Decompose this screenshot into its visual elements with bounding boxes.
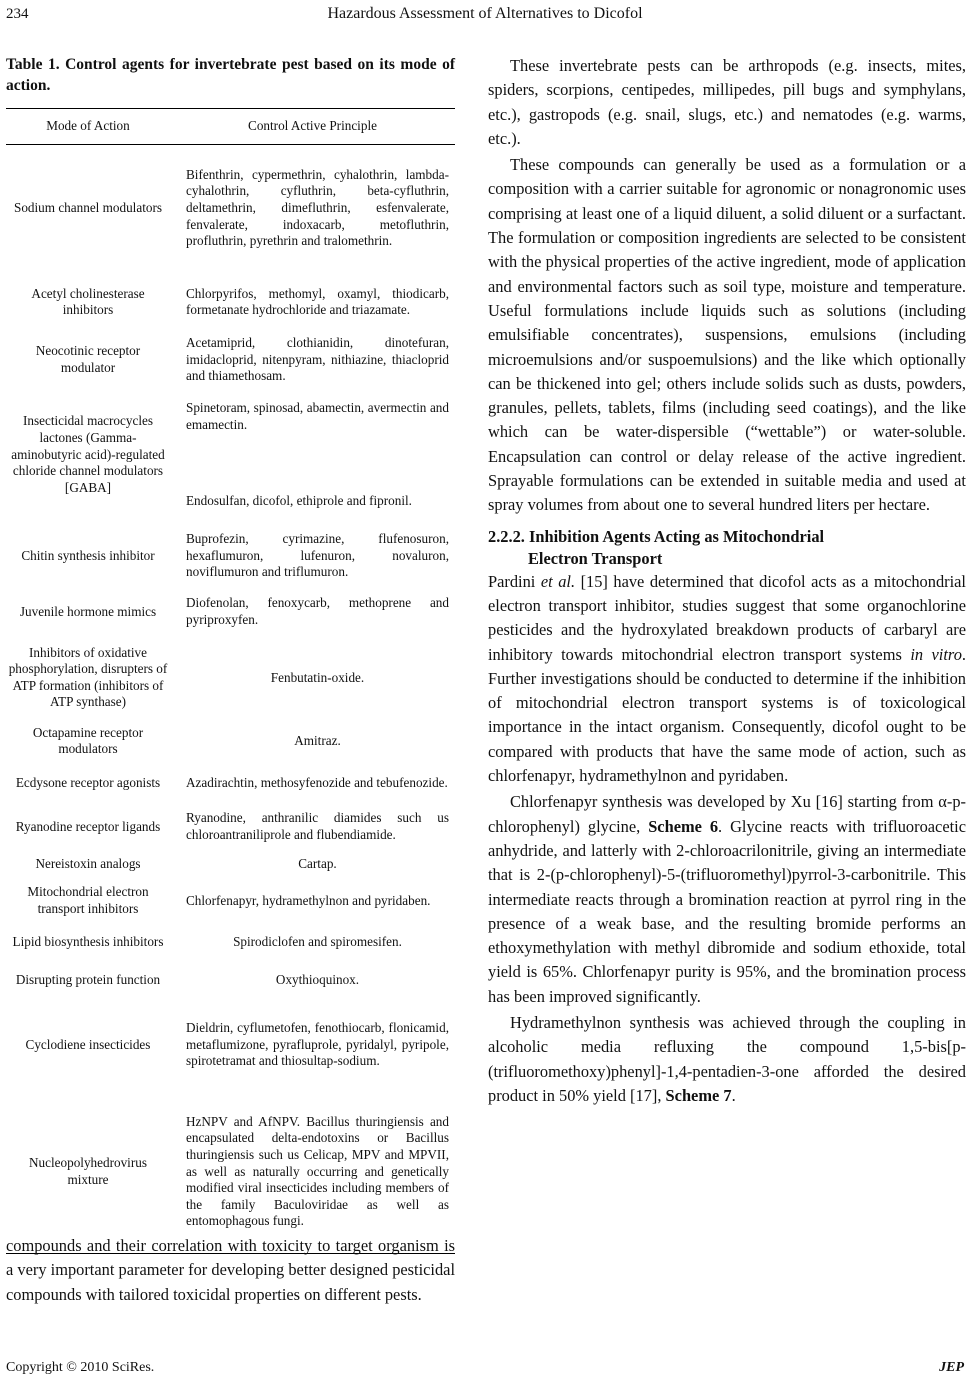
text-run: Hydramethylnon synthesis was achieved through the coupling in alcoholic media refluxing the compound 1,5-bis[p-(trifluoromethoxy)phenyl]-1,4-pentadien-3-one afforded the desired product in 50% yield [17], <box>488 1012 966 1105</box>
text-run: . Glycine reacts with trifluoroacetic anhydride, and latterly with 2-chloroacrilonitrile, giving an intermediate that is 2-(p-chlorophenyl)-5-(trifluoromethyl)pyrrol-3-carbonitrile. This intermediate reacts through a bromination reaction at pyrrol ring in the presence of a weak base, and the resulting bromide performs an ethoxymethylation with methyl dibromide and sodium ethoxide, total yield is 65%. Chlorfenapyr purity is 95%, and the bromination process has been improved significantly. <box>488 816 966 1006</box>
table-row <box>6 761 455 805</box>
principle-text: Endosulfan, dicofol, ethiprole and fipronil. <box>186 493 412 509</box>
page-header <box>0 0 970 30</box>
principle-cell: Diofenolan, fenoxycarb, methoprene and pyriproxyfen. <box>186 595 449 627</box>
scheme-reference: Scheme 6 <box>648 816 719 836</box>
mode-cell: Mitochondrial electron transport inhibitors <box>27 884 149 917</box>
et-al: et al. <box>540 571 576 591</box>
table-row <box>6 1091 455 1253</box>
mode-cell: Inhibitors of oxidative phosphorylation, disrupters of ATP formation (inhibitors of ATP synthase) <box>8 644 168 710</box>
mode-cell: Disrupting protein function <box>15 971 161 987</box>
mode-cell: Nucleopolyhedrovirus mixture <box>6 1091 170 1253</box>
principle-cell <box>170 388 455 522</box>
author-name: Pardini <box>488 571 536 591</box>
principle-cell: Bifenthrin, cypermethrin, cyhalothrin, lambda-cyhalothrin, cyfluthrin, beta-cyfluthrin, deltamethrin, dimefluthrin, esfenvalerate, fenvalerate, indoxacarb, metofluthrin, profluthrin, pyrethrin and tralomethrin. <box>186 166 449 249</box>
running-title: Hazardous Assessment of Alternatives to Dicofol <box>327 5 643 22</box>
column-header-mode: Mode of Action <box>6 109 170 145</box>
principle-cell: Chlorpyrifos, methomyl, oxamyl, thiodicarb, formetanate hydrochloride and triazamate. <box>186 285 449 318</box>
principle-cell: Buprofezin, cyrimazine, flufenosuron, hexaflumuron, lufenuron, novaluron, noviflumuron and triflumuron. <box>186 530 449 580</box>
table-row <box>6 590 455 634</box>
table-row <box>6 961 455 999</box>
section-number: 2.2.2. <box>488 526 525 546</box>
principle-cell: Fenbutatin-oxide. <box>270 669 365 685</box>
section-title-line-1: Inhibition Agents Acting as Mitochondrial <box>529 526 825 546</box>
principle-text: Spinetoram, spinosad, abamectin, avermectin and emamectin. <box>186 399 449 432</box>
table-row <box>6 999 455 1091</box>
table-row <box>6 722 455 761</box>
table-row <box>6 272 455 332</box>
principle-cell: Dieldrin, cyflumetofen, fenothiocarb, flonicamid, metaflumizone, pyrafluprole, pyridalyl, pyripole, spirotetramat and thiosultap-sodium. <box>186 1020 449 1069</box>
mode-cell: Acetyl cholinesterase inhibitors <box>31 285 145 318</box>
paragraph: These compounds can generally be used as a formulation or a composition with a carrier suitable for agronomic or nonagronomic uses comprising at least one of a liquid diluent, a solid diluent or a surfactant. The formulation or composition ingredients are selected to be consistent with the physical properties of the active ingredient, mode of application and environmental factors such as soil type, moisture and temperature. Useful formulations include liquids such as solutions (including emulsifiable concentrates), suspensions, emulsions (including microemulsions and/or suspoemulsions) and the like which optionally can be thickened into gel; others include solids such as dusts, powders, granules, pellets, tablets, films (including seed coatings), and the like which can be water-dispersible (“wettable”) or water-soluble. Encapsulation can control or delay release of the active ingredient. Sprayable formulations can be extended in suitable media and used at spray volumes from about one to several hundred liters per hectare. <box>488 155 966 515</box>
section-title-line-2: Electron Transport <box>528 548 663 568</box>
left-body-text <box>6 1234 455 1307</box>
mode-cell: Nereistoxin analogs <box>35 855 141 871</box>
table-row <box>6 879 455 923</box>
page-number: 234 <box>6 6 29 22</box>
control-agents-table <box>6 108 455 1254</box>
mode-cell: Juvenile hormone mimics <box>19 603 157 619</box>
principle-cell: HzNPV and AfNPV. Bacillus thuringiensis and encapsulated delta-endotoxins or Bacillus thuringiensis such us Celicap, MPV and MPVII, as well as naturally occurring and genetically modified viral insecticides including members of the family Baculoviridae as well as entomophagous fungi. <box>170 1091 455 1253</box>
mode-cell: Lipid biosynthesis inhibitors <box>12 933 164 949</box>
table-row <box>6 805 455 849</box>
mode-cell: Ryanodine receptor ligands <box>15 818 161 834</box>
mode-cell: Insecticidal macrocycles lactones (Gamma-aminobutyric acid)-regulated chloride channel modulators [GABA] <box>11 413 165 495</box>
table-row <box>6 634 455 722</box>
principle-cell: Ryanodine, anthranilic diamides such us chloroantraniliprole and flubendiamide. <box>186 810 449 843</box>
principle-cell: Amitraz. <box>294 733 341 749</box>
text-run: . <box>731 1085 736 1105</box>
principle-cell: Spirodiclofen and spiromesifen. <box>233 933 402 949</box>
paragraph <box>488 1011 966 1108</box>
scheme-reference: Scheme 7 <box>665 1085 732 1105</box>
copyright: Copyright © 2010 SciRes. <box>6 1360 155 1375</box>
section-heading <box>488 526 966 570</box>
mode-cell: Ecdysone receptor agonists <box>15 774 161 790</box>
paragraph <box>488 790 966 1009</box>
table-header-row <box>6 109 455 145</box>
table-row <box>6 923 455 961</box>
table-row <box>6 522 455 590</box>
paragraph: compounds and their correlation with toxicity to target organism is a very important parameter for developing better designed pesticidal compounds with tailored toxicidal properties on different pests. <box>6 1236 455 1304</box>
text-run: . Further investigations should be conducted to determine if the inhibition of mitochondrial electron transport systems is of toxicological importance in the intact organism. Consequently, dicofol ought to be compared with products that have the same mode of action, such as chlorfenapyr, hydramethylnon and pyridaben. <box>488 644 966 786</box>
principle-cell: Cartap. <box>298 855 337 871</box>
principle-cell: Azadirachtin, methosyfenozide and tebufenozide. <box>186 774 448 790</box>
in-vitro: in vitro <box>910 644 962 664</box>
journal-abbreviation: JEP <box>939 1360 964 1375</box>
mode-cell: Sodium channel modulators <box>14 200 162 216</box>
mode-cell: Chitin synthesis inhibitor <box>21 547 155 563</box>
mode-cell: Octapamine receptor modulators <box>32 724 144 757</box>
column-header-principle: Control Active Principle <box>170 109 455 145</box>
mode-cell: Neocotinic receptor modulator <box>35 343 141 375</box>
page-footer <box>0 1356 970 1380</box>
paragraph <box>488 570 966 789</box>
principle-cell: Acetamiprid, clothianidin, dinotefuran, imidacloprid, nitenpyram, nithiazine, thiacloprid and thiamethosam. <box>186 335 449 384</box>
mode-cell: Cyclodiene insecticides <box>25 1036 151 1052</box>
right-column <box>488 54 966 1108</box>
table-caption: Table 1. Control agents for invertebrate pest based on its mode of action. <box>6 56 455 94</box>
principle-cell: Chlorfenapyr, hydramethylnon and pyridaben. <box>186 892 431 908</box>
left-column <box>6 54 455 1254</box>
table-row <box>6 144 455 272</box>
text-run: [15] have determined that dicofol acts as a mitochondrial electron transport inhibitor, studies suggest that some organochlorine pesticides and the hydroxylated breakdown products of carbaryl are inhibitory towards mitochondrial electron transport systems <box>488 571 966 664</box>
table-row <box>6 849 455 879</box>
table-row <box>6 388 455 522</box>
text-run: Chlorfenapyr synthesis was developed by Xu [16] starting from α-p-chlorophenyl) glycine, <box>488 792 966 836</box>
table-row <box>6 332 455 388</box>
principle-cell: Oxythioquinox. <box>275 971 360 987</box>
paragraph: These invertebrate pests can be arthropods (e.g. insects, mites, spiders, scorpions, centipedes, millipedes, pill bugs and symphylans, etc.), gastropods (e.g. snail, slugs, etc.) and nematodes (e.g. warms, etc.). <box>488 56 966 148</box>
